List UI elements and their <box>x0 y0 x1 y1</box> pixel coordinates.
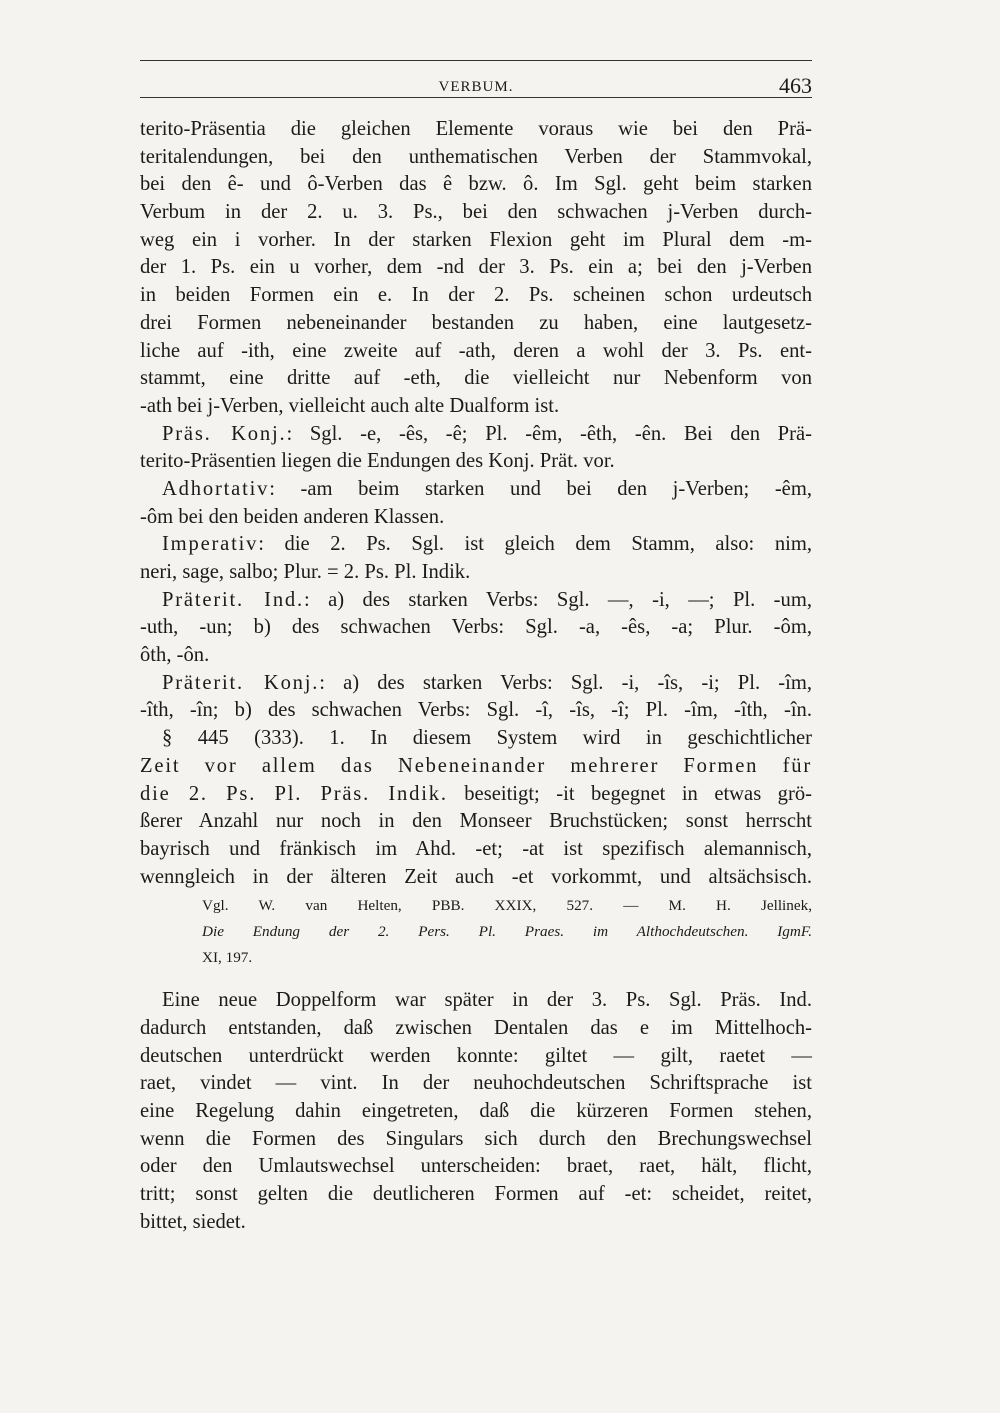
text-line: liche auf -ith, eine zweite auf -ath, deren a wohl der 3. Ps. ent- <box>140 339 812 362</box>
text-line: wenn die Formen des Singulars sich durch den Brechungswechsel <box>140 1127 812 1150</box>
paragraph-last <box>140 987 812 1236</box>
text-line: Präterit. Konj.: a) des starken Verbs: Sgl. -i, -îs, -i; Pl. -îm, <box>162 671 812 694</box>
text-line: bayrisch und fränkisch im Ahd. -et; -at ist spezifisch alemannisch, <box>140 837 812 860</box>
paragraph-praeterit-konj <box>140 670 812 725</box>
bibliographic-note <box>140 893 812 971</box>
text-line: -ath bei j-Verben, vielleicht auch alte Dualform ist. <box>140 394 560 417</box>
text-line: -uth, -un; b) des schwachen Verbs: Sgl. -a, -ês, -a; Plur. -ôm, <box>140 616 812 639</box>
text-line: -ôm bei den beiden anderen Klassen. <box>140 505 445 528</box>
top-rule <box>140 60 812 61</box>
text-line: stammt, eine dritte auf -eth, die vielleicht nur Nebenform von <box>140 367 812 390</box>
section-label: Präs. Konj. <box>162 422 287 445</box>
paragraph-1 <box>140 116 812 421</box>
section-label: Präterit. Konj. <box>162 671 320 694</box>
text-line: oder den Umlautswechsel unterscheiden: braet, raet, hält, flicht, <box>140 1155 812 1178</box>
text-line: deutschen unterdrückt werden konnte: giltet — gilt, raetet — <box>140 1044 812 1067</box>
text-line: terito-Präsentien liegen die Endungen des Konj. Prät. vor. <box>140 450 615 473</box>
text-line: Verbum in der 2. u. 3. Ps., bei den schwachen j-Verben durch- <box>140 201 812 224</box>
paragraph-praeterit-ind <box>140 587 812 670</box>
spaced-phrase: die 2. Ps. Pl. Präs. Indik. <box>140 782 448 805</box>
text-line: der 1. Ps. ein u vorher, dem -nd der 3. Ps. ein a; bei den j-Verben <box>140 256 812 279</box>
text-line: drei Formen nebeneinander bestanden zu haben, eine lautgesetz- <box>140 311 812 334</box>
text-line: in beiden Formen ein e. In der 2. Ps. scheinen schon urdeutsch <box>140 284 812 307</box>
text-line: Imperativ: die 2. Ps. Sgl. ist gleich dem Stamm, also: nim, <box>162 533 812 556</box>
running-head: VERBUM. <box>438 79 514 95</box>
body-text <box>140 116 812 1236</box>
text-line: Präs. Konj.: Sgl. -e, -ês, -ê; Pl. -êm, -êth, -ên. Bei den Prä- <box>162 422 812 445</box>
text-line: wenngleich in der älteren Zeit auch -et vorkommt, und altsächsisch. <box>140 865 812 888</box>
text-line: Adhortativ: -am beim starken und bei den j-Verben; -êm, <box>162 477 812 500</box>
section-445 <box>140 725 812 891</box>
text-line: teritalendungen, bei den unthematischen Verben der Stammvokal, <box>140 145 812 168</box>
text-line: ßerer Anzahl nur noch in den Monseer Bruchstücken; sonst herrscht <box>140 810 812 833</box>
text-line: terito-Präsentia die gleichen Elemente voraus wie bei den Prä- <box>140 118 812 140</box>
text-line: bei den ê- und ô-Verben das ê bzw. ô. Im Sgl. geht beim starken <box>140 173 812 196</box>
book-page <box>140 60 812 1236</box>
paragraph-pras-konj <box>140 421 812 476</box>
section-label: Imperativ <box>162 533 259 556</box>
text-line: eine Regelung dahin eingetreten, daß die kürzeren Formen stehen, <box>140 1100 812 1122</box>
page-header <box>140 69 812 98</box>
text-line-spaced: Zeit vor allem das Nebeneinander mehrerer Formen für <box>140 754 812 777</box>
note-line: Die Endung der 2. Pers. Pl. Praes. im Althochdeutschen. IgmF. <box>202 923 812 941</box>
paragraph-adhortativ <box>140 476 812 531</box>
text-line: weg ein i vorher. In der starken Flexion geht im Plural dem -m- <box>140 228 812 251</box>
text-line: dadurch entstanden, daß zwischen Dentalen das e im Mittelhoch- <box>140 1016 812 1039</box>
page-number: 463 <box>779 73 812 98</box>
section-label: Präterit. Ind. <box>162 588 304 611</box>
text-line: die 2. Ps. Pl. Präs. Indik. beseitigt; -it begegnet in etwas grö- <box>140 782 812 805</box>
text-line: § 445 (333). 1. In diesem System wird in geschichtlicher <box>162 727 812 750</box>
text-line: neri, sage, salbo; Plur. = 2. Ps. Pl. Indik. <box>140 561 471 583</box>
text-line: Eine neue Doppelform war später in der 3. Ps. Sgl. Präs. Ind. <box>162 989 812 1012</box>
text-line: Präterit. Ind.: a) des starken Verbs: Sgl. —, -i, —; Pl. -um, <box>162 588 812 611</box>
text-line: raet, vindet — vint. In der neuhochdeutschen Schriftsprache ist <box>140 1072 812 1095</box>
paragraph-imperativ <box>140 531 812 586</box>
text-line: -îth, -în; b) des schwachen Verbs: Sgl. -î, -îs, -î; Pl. -îm, -îth, -în. <box>140 699 812 722</box>
note-line: XI, 197. <box>202 949 253 967</box>
text-line: ôth, -ôn. <box>140 644 210 667</box>
section-label: Adhortativ <box>162 477 270 500</box>
text-line: tritt; sonst gelten die deutlicheren Formen auf -et: scheidet, reitet, <box>140 1183 812 1206</box>
text-line: bittet, siedet. <box>140 1210 246 1233</box>
note-line: Vgl. W. van Helten, PBB. XXIX, 527. — M. H. Jellinek, <box>202 897 812 915</box>
